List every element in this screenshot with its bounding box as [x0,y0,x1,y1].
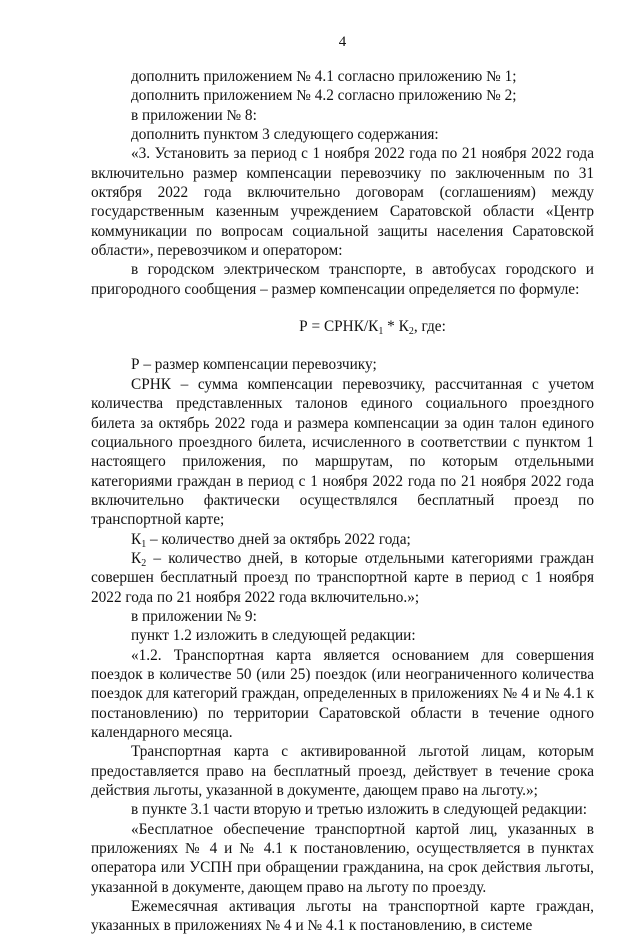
k1-text: – количество дней за октябрь 2022 года; [146,530,411,548]
paragraph-transport-card-validity: Транспортная карта с активированной льготой лицам, которым предоставляется право на бесплатный проезд, действует в течение срока действия льготы, указанной в документе, дающем право на льготу.»; [91,743,594,800]
page-number: 4 [338,34,347,50]
compensation-formula [91,317,594,336]
paragraph-transport-formula-intro: в городском электрическом транспорте, в автобусах городского и пригородного сообщения – размер компенсации определяется по формуле: [91,261,594,298]
paragraph-monthly-activation: Ежемесячная активация льготы на транспортной карте граждан, указанных в приложениях № 4 и № 4.1 к постановлению, в системе [91,898,594,935]
k1-subscript: 1 [141,538,147,550]
paragraph-k2-definition [91,549,594,607]
paragraph-annex-8-heading: в приложении № 8: [131,106,257,124]
formula-part-2: * К [383,318,409,336]
formula-part-1: Р = СРНК/К [299,318,379,336]
paragraph-point-1-2: «1.2. Транспортная карта является основанием для совершения поездок в количестве 50 (или 25) поездок (или неограниченного количества поездок для категорий граждан, определенных в приложениях № 4 и № 4.1 к постановлению) по территории Саратовской области в течение одного календарного месяца. [91,646,594,741]
paragraph-free-card-provision: «Бесплатное обеспечение транспортной картой лиц, указанных в приложениях № 4 и № 4.1 к постановлению, осуществляется в пунктах оператора или УСПН при обращении гражданина, на срок действия льготы, указанной в документе, дающем право на льготу по проезду. [91,820,594,896]
paragraph-point-3: «3. Установить за период с 1 ноября 2022 года по 21 ноября 2022 года включительно размер компенсации перевозчику по заключенным по 31 октября 2022 года включительно договорам (соглашениям) между государственным казенным учреждением Саратовской области «Центр коммуникации по вопросам социальной защиты населения Саратовской области», перевозчиком и оператором: [91,145,594,260]
k2-text: – количество дней, в которые отдельными категориями граждан совершен бесплатный проезд по транспортной карте в период с 1 ноября 2022 года по 21 ноября 2022 года включительно.»; [91,549,594,606]
formula-sub-2: 2 [408,326,414,338]
paragraph-k1-definition [91,530,594,549]
k2-letter: К [131,549,142,567]
paragraph-p-definition: Р – размер компенсации перевозчику; [131,356,377,374]
k1-letter: К [131,530,142,548]
paragraph-point-1-2-intro: пункт 1.2 изложить в следующей редакции: [131,627,416,645]
k2-subscript: 2 [141,557,147,569]
paragraph-srnk-definition: СРНК – сумма компенсации перевозчику, рассчитанная с учетом количества представленных талонов единого социального проездного билета за октябрь 2022 года и размера компенсации за один талон единого социального проездного билета, исчисленного в соответствии с пунктом 1 настоящего приложения, по маршрутам, по которым отдельными категориями граждан в период с 1 ноября 2022 года по 21 ноября 2022 года включительно фактически осуществлялся бесплатный проезд по транспортной карте; [91,375,594,529]
paragraph-add-point-3: дополнить пунктом 3 следующего содержания: [131,126,439,144]
paragraph-annex-9-heading: в приложении № 9: [131,607,257,625]
paragraph-annex-4-1: дополнить приложением № 4.1 согласно приложению № 1; [131,68,517,85]
paragraph-point-3-1-intro: в пункте 3.1 части вторую и третью изложить в следующей редакции: [131,801,587,819]
paragraph-annex-4-2: дополнить приложением № 4.2 согласно приложению № 2; [131,87,517,105]
formula-part-3: , где: [413,318,446,336]
formula-sub-1: 1 [378,326,384,338]
